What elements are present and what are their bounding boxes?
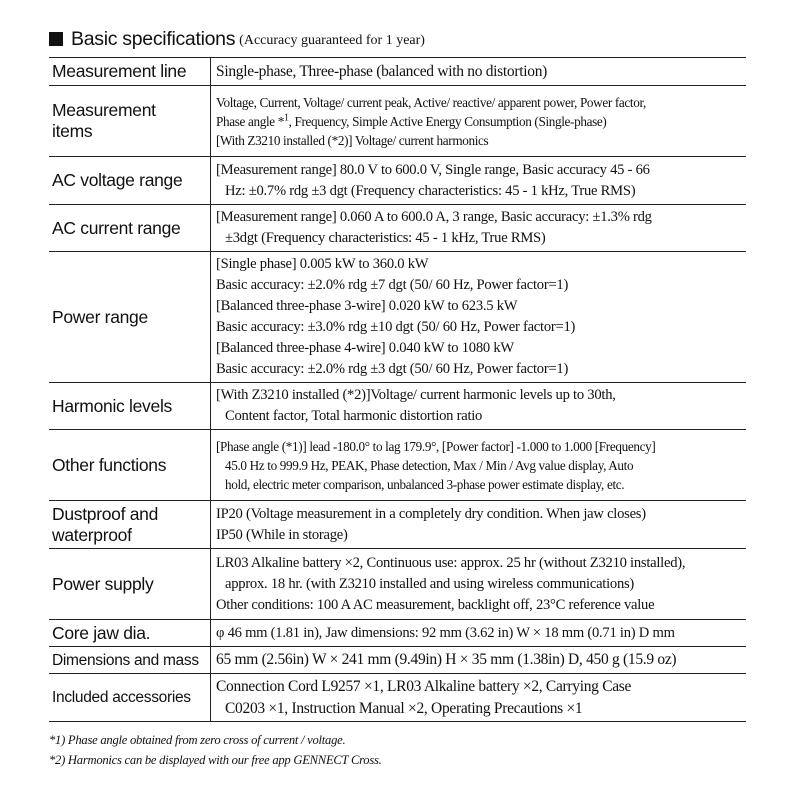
spec-table (49, 57, 746, 722)
spec-label: Measurement line (49, 58, 211, 86)
spec-value: Voltage, Current, Voltage/ current peak, Active/ reactive/ apparent power, Power factor, Phase angle *$^1$, Frequency, Simple Active Energy Consumption (Single-phase) [With Z3210 installed (*2)] Voltage/ current harmonics (211, 86, 747, 157)
spec-row-dustproof (49, 501, 746, 549)
section-subtitle: (Accuracy guaranteed for 1 year) (239, 32, 425, 48)
spec-row-measurement-items (49, 86, 746, 157)
spec-label: AC voltage range (49, 157, 211, 205)
spec-value: [Measurement range] 80.0 V to 600.0 V, Single range, Basic accuracy 45 - 66 Hz: ±0.7% rdg ±3 dgt (Frequency characteristics: 45 - 1 kHz, True RMS) (211, 157, 747, 205)
spec-label: Power supply (49, 549, 211, 620)
footnote: *1) Phase angle obtained from zero cross of current / voltage. (49, 733, 346, 747)
spec-label: Dustproof and waterproof (49, 501, 211, 549)
footnotes (49, 730, 382, 770)
spec-label: Power range (49, 252, 211, 383)
spec-value: φ 46 mm (1.81 in), Jaw dimensions: 92 mm (3.62 in) W × 18 mm (0.71 in) D mm (211, 620, 747, 647)
spec-row-other-functions (49, 430, 746, 501)
spec-label: Harmonic levels (49, 383, 211, 430)
spec-value: LR03 Alkaline battery ×2, Continuous use: approx. 25 hr (without Z3210 installed), approx. 18 hr. (with Z3210 installed and using wireless communications) Other conditions: 100 A AC measurement, backlight off, 23°C reference value (211, 549, 747, 620)
spec-value: Connection Cord L9257 ×1, LR03 Alkaline battery ×2, Carrying Case C0203 ×1, Instruction Manual ×2, Operating Precautions ×1 (211, 674, 747, 722)
spec-value: [With Z3210 installed (*2)]Voltage/ current harmonic levels up to 30th, Content factor, Total harmonic distortion ratio (211, 383, 747, 430)
spec-label: Measurement items (49, 86, 211, 157)
spec-label: Dimensions and mass (49, 647, 211, 674)
footnote: *2) Harmonics can be displayed with our free app GENNECT Cross. (49, 753, 382, 767)
section-title: Basic specifications (71, 27, 236, 50)
spec-value: [Phase angle (*1)] lead -180.0° to lag 179.9°, [Power factor] -1.000 to 1.000 [Frequency] 45.0 Hz to 999.9 Hz, PEAK, Phase detection, Max / Min / Avg value display, Auto hold, electric meter comparison, unbalanced 3-phase power estimate display, etc. (211, 430, 747, 501)
spec-label: Included accessories (49, 674, 211, 722)
spec-row-harmonic-levels (49, 383, 746, 430)
spec-label: Core jaw dia. (49, 620, 211, 647)
spec-value: 65 mm (2.56in) W × 241 mm (9.49in) H × 35 mm (1.38in) D, 450 g (15.9 oz) (211, 647, 747, 674)
spec-value: IP20 (Voltage measurement in a completely dry condition. When jaw closes) IP50 (While in storage) (211, 501, 747, 549)
spec-row-dimensions-mass (49, 647, 746, 674)
spec-value: [Measurement range] 0.060 A to 600.0 A, 3 range, Basic accuracy: ±1.3% rdg ±3dgt (Frequency characteristics: 45 - 1 kHz, True RMS) (211, 205, 747, 252)
spec-row-measurement-line (49, 58, 746, 86)
black-square-bullet-icon (49, 32, 63, 46)
spec-value: [Single phase] 0.005 kW to 360.0 kW Basic accuracy: ±2.0% rdg ±7 dgt (50/ 60 Hz, Power factor=1) [Balanced three-phase 3-wire] 0.020 kW to 623.5 kW Basic accuracy: ±3.0% rdg ±10 dgt (50/ 60 Hz, Power factor=1) [Balanced three-phase 4-wire] 0.040 kW to 1080 kW Basic accuracy: ±2.0% rdg ±3 dgt (50/ 60 Hz, Power factor=1) (211, 252, 747, 383)
spec-row-core-jaw (49, 620, 746, 647)
spec-row-ac-voltage-range (49, 157, 746, 205)
section-header (49, 27, 425, 51)
spec-label: Other functions (49, 430, 211, 501)
spec-row-power-range (49, 252, 746, 383)
spec-row-power-supply (49, 549, 746, 620)
spec-row-ac-current-range (49, 205, 746, 252)
spec-label: AC current range (49, 205, 211, 252)
spec-value: Single-phase, Three-phase (balanced with no distortion) (211, 58, 747, 86)
spec-row-included-accessories (49, 674, 746, 722)
